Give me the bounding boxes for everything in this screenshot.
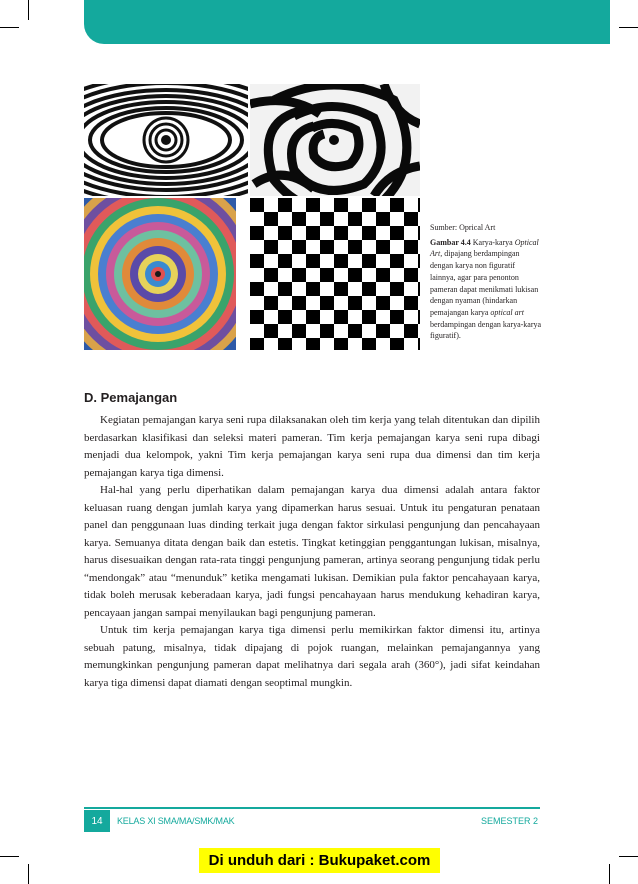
section-title: D. Pemajangan	[84, 390, 178, 405]
checkerboard-artwork	[250, 198, 420, 350]
page-number: 14	[84, 810, 110, 832]
caption-source: Sumber: Oprical Art	[430, 223, 496, 232]
footer-semester-label: SEMESTER 2	[480, 816, 538, 826]
spiral-artwork	[250, 84, 420, 211]
caption-part: , dipajang berdampingan dengan karya non figuratif lainnya, agar para penonton pameran dapat menikmati lukisan dengan nyaman (hindarkan pemajangan karya	[430, 249, 539, 317]
crop-mark	[0, 27, 19, 28]
footer-class-label: KELAS XI SMA/MA/SMK/MAK	[117, 816, 235, 826]
caption-italic: optical art	[490, 307, 524, 317]
crop-mark	[609, 864, 610, 884]
download-banner[interactable]: Di unduh dari : Bukupaket.com	[199, 848, 440, 873]
paragraph: Hal-hal yang perlu diperhatikan dalam pemajangan karya dua dimensi adalah antara faktor keluasan ruang dengan jumlah karya yang dipamerkan harus sesuai. Untuk itu pengaturan penataan panel dan penggunaan luas dinding terkait juga dengan faktor sirkulasi pengunjung dan pencahayaan karya. Semuanya ditata dengan baik dan estetis. Tingkat ketinggian penggantungan lukisan, misalnya, harus disesuaikan dengan rata-rata tinggi pengunjung pameran, artinya seorang pengunjung tidak perlu “mendongak” atau “menunduk” ketika mengamati lukisan. Demikian pula faktor pencahayaan karya, tidak boleh merusak keberadaan karya, jadi fungsi pencahayaan harus mendukung kehadiran karya, pencayaan jangan sampai menyilaukan bagi pengunjung pameran.	[84, 484, 540, 619]
crop-mark	[619, 856, 638, 857]
figure-caption	[430, 222, 542, 342]
optical-art-figure	[84, 84, 420, 350]
caption-italic: Optical Art	[430, 237, 539, 259]
footer-rule	[84, 807, 540, 809]
paragraph: Kegiatan pemajangan karya seni rupa dilaksanakan oleh tim kerja yang telah ditentukan dan dipilih berdasarkan klasifikasi dan seleksi materi pameran. Tim kerja pemajangan karya seni rupa dibagi menjadi dua kelompok, yakni Tim kerja pemajangan karya seni rupa dua dimensi dan tim kerja pemajangan karya tiga dimensi.	[84, 414, 540, 479]
crop-mark	[28, 864, 29, 884]
caption-part: Karya-karya	[470, 237, 515, 247]
caption-text	[430, 237, 542, 342]
crop-mark	[619, 27, 638, 28]
caption-part: berdampingan dengan karya-karya figuratif).	[430, 319, 542, 341]
caption-label: Gambar 4.4	[430, 237, 471, 247]
crop-mark	[28, 0, 29, 20]
header-band	[84, 0, 610, 44]
crop-mark	[0, 856, 19, 857]
paragraph: Untuk tim kerja pemajangan karya tiga dimensi perlu memikirkan faktor dimensi itu, artinya sebuah patung, misalnya, tidak dipajang di pojok ruangan, melainkan pemajangannya yang memungkinkan pengunjung pameran dapat melihatnya dari segala arah (360°), jadi sifat keindahan karya tiga dimensi dapat diamati dengan seoptimal mungkin.	[84, 624, 540, 689]
body-text	[84, 412, 540, 692]
